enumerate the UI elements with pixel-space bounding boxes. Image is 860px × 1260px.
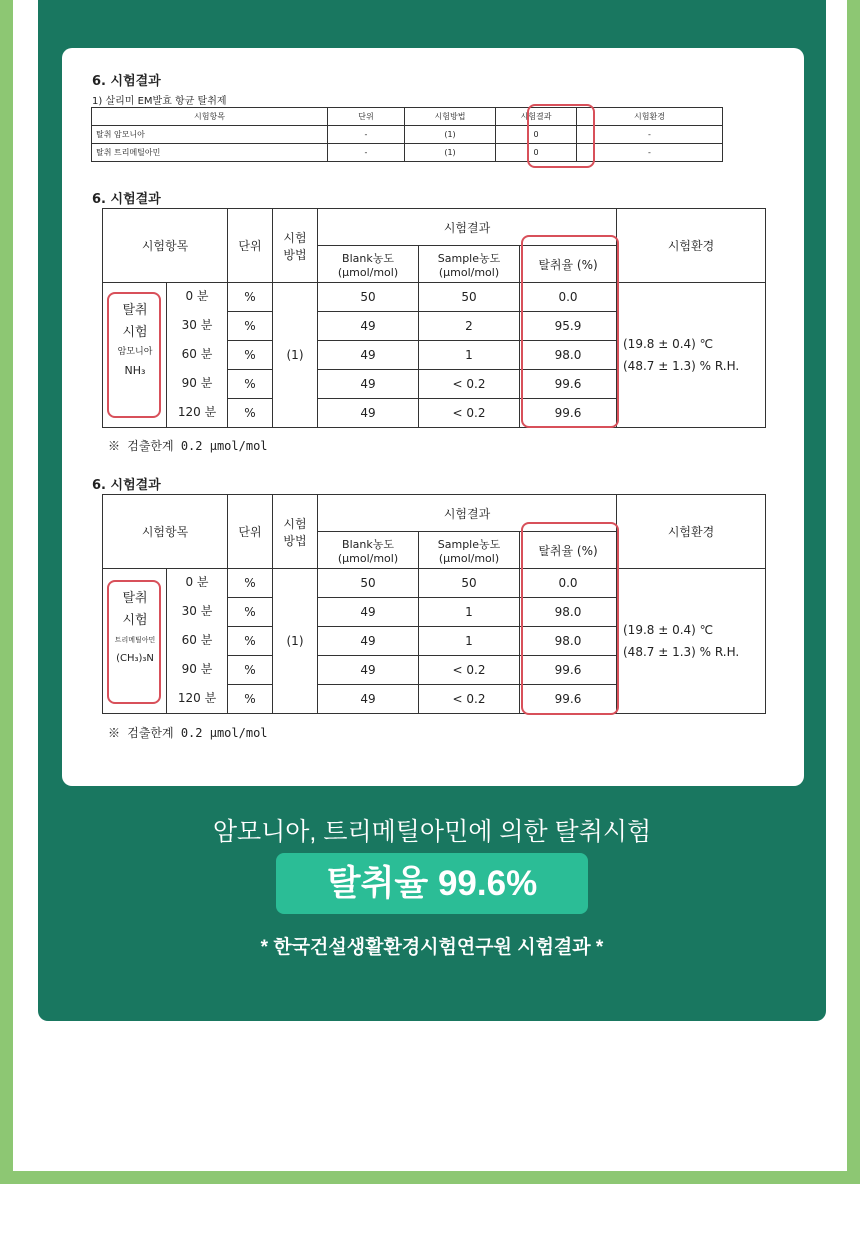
table-header: 시험방법	[405, 108, 496, 126]
subject-highlight-box	[107, 580, 161, 704]
section-title-3: 6. 시험결과	[92, 478, 161, 493]
table-cell: (1)	[405, 144, 496, 162]
table-header: 시험결과	[496, 108, 577, 126]
table-cell: 99.6	[520, 685, 617, 714]
header-unit: 단위	[228, 209, 273, 283]
header-item: 시험항목	[103, 209, 228, 283]
header-method: 시험 방법	[273, 495, 318, 569]
table-cell: 98.0	[520, 598, 617, 627]
time-label: 30 분	[181, 318, 213, 332]
table-cell: %	[228, 283, 273, 312]
subject-line1: 탈취	[122, 591, 148, 606]
table-cell: 49	[318, 598, 419, 627]
header-blank: Blank농도 (μmol/mol)	[318, 532, 419, 569]
table-cell: %	[228, 656, 273, 685]
env-humidity: (48.7 ± 1.3) % R.H.	[623, 645, 740, 659]
table-cell: 49	[318, 685, 419, 714]
subject-line2: 시험	[122, 613, 148, 628]
table-row	[92, 126, 723, 144]
table-cell: %	[228, 341, 273, 370]
subject-chemical: 트리메틸아민	[114, 636, 156, 644]
detection-limit-note: ※ 검출한계 0.2 μmol/mol	[108, 439, 268, 453]
time-label: 30 분	[181, 604, 213, 618]
table-cell: 99.6	[520, 399, 617, 428]
table-row	[92, 144, 723, 162]
time-column	[166, 568, 227, 713]
table-cell: %	[228, 598, 273, 627]
env-cell	[617, 569, 766, 714]
table-cell: (1)	[405, 126, 496, 144]
header-rate: 탈취율 (%)	[520, 532, 617, 569]
table-cell: 49	[318, 370, 419, 399]
table-cell: 탈취 암모니아	[92, 126, 328, 144]
table-cell: -	[577, 144, 723, 162]
table-cell: < 0.2	[419, 656, 520, 685]
table-cell: 50	[318, 569, 419, 598]
section-title-1: 6. 시험결과	[92, 74, 161, 89]
table-cell: 0	[496, 126, 577, 144]
header-env: 시험환경	[617, 495, 766, 569]
env-temp: (19.8 ± 0.4) ℃	[623, 623, 714, 637]
table-cell: 0.0	[520, 569, 617, 598]
table-cell: 탈취 트리메틸아민	[92, 144, 328, 162]
detection-limit-note: ※ 검출한계 0.2 μmol/mol	[108, 726, 268, 740]
time-label: 120 분	[177, 405, 217, 419]
deodorization-rate-badge: 탈취율 99.6%	[276, 853, 588, 914]
time-label: 0 분	[185, 575, 209, 589]
table-cell: -	[328, 126, 405, 144]
table-cell: 49	[318, 341, 419, 370]
product-subtitle: 1) 살리미 EM발효 항균 탈취제	[92, 96, 227, 107]
table-cell: %	[228, 627, 273, 656]
table-cell: 50	[419, 283, 520, 312]
table-cell: 98.0	[520, 341, 617, 370]
env-cell	[617, 283, 766, 428]
rate-highlight-box	[521, 235, 619, 428]
test-report-card	[62, 48, 804, 786]
subject-formula: NH₃	[124, 364, 146, 377]
table-cell: 49	[318, 312, 419, 341]
table-cell: 0.0	[520, 283, 617, 312]
table-cell: 0	[496, 144, 577, 162]
time-label: 90 분	[181, 662, 213, 676]
table-cell: 1	[419, 598, 520, 627]
table-cell: %	[228, 370, 273, 399]
header-sample: Sample농도 (μmol/mol)	[419, 532, 520, 569]
table-cell: < 0.2	[419, 399, 520, 428]
time-label: 120 분	[177, 691, 217, 705]
table-cell: 49	[318, 656, 419, 685]
env-humidity: (48.7 ± 1.3) % R.H.	[623, 359, 740, 373]
table-cell: -	[328, 144, 405, 162]
table-cell: %	[228, 569, 273, 598]
header-item: 시험항목	[103, 495, 228, 569]
table-cell: %	[228, 399, 273, 428]
time-column	[166, 282, 227, 427]
table-header: 시험환경	[577, 108, 723, 126]
table-cell: 1	[419, 341, 520, 370]
table-cell: 49	[318, 399, 419, 428]
table-cell: 98.0	[520, 627, 617, 656]
env-temp: (19.8 ± 0.4) ℃	[623, 337, 714, 351]
header-result-group: 시험결과	[318, 495, 617, 532]
table-cell: < 0.2	[419, 685, 520, 714]
table-cell: 50	[419, 569, 520, 598]
table-header: 시험항목	[92, 108, 328, 126]
table-cell: 95.9	[520, 312, 617, 341]
table-cell: < 0.2	[419, 370, 520, 399]
time-label: 0 분	[185, 289, 209, 303]
header-unit: 단위	[228, 495, 273, 569]
test-caption: 암모니아, 트리메틸아민에 의한 탈취시험	[212, 818, 652, 846]
method-cell: (1)	[273, 569, 318, 714]
table-header: 단위	[328, 108, 405, 126]
header-blank: Blank농도 (μmol/mol)	[318, 246, 419, 283]
rate-highlight-box	[521, 522, 619, 715]
table-cell: 1	[419, 627, 520, 656]
table-cell: 99.6	[520, 656, 617, 685]
table-cell: 50	[318, 283, 419, 312]
summary-table	[91, 107, 723, 162]
table-cell: -	[577, 126, 723, 144]
time-label: 90 분	[181, 376, 213, 390]
header-rate: 탈취율 (%)	[520, 246, 617, 283]
time-label: 60 분	[181, 633, 213, 647]
header-env: 시험환경	[617, 209, 766, 283]
subject-chemical: 암모니아	[117, 347, 153, 357]
result-highlight-box	[527, 104, 595, 168]
table-cell: 99.6	[520, 370, 617, 399]
header-sample: Sample농도 (μmol/mol)	[419, 246, 520, 283]
table-cell: %	[228, 312, 273, 341]
subject-line1: 탈취	[122, 303, 148, 318]
subject-formula: (CH₃)₃N	[116, 653, 154, 664]
subject-highlight-box	[107, 292, 161, 418]
header-method: 시험 방법	[273, 209, 318, 283]
table-cell: 49	[318, 627, 419, 656]
time-label: 60 분	[181, 347, 213, 361]
test-source-caption: * 한국건설생활환경시험연구원 시험결과 *	[260, 937, 604, 958]
section-title-2: 6. 시험결과	[92, 192, 161, 207]
table-cell: %	[228, 685, 273, 714]
header-result-group: 시험결과	[318, 209, 617, 246]
subject-line2: 시험	[122, 325, 148, 340]
method-cell: (1)	[273, 283, 318, 428]
table-cell: 2	[419, 312, 520, 341]
